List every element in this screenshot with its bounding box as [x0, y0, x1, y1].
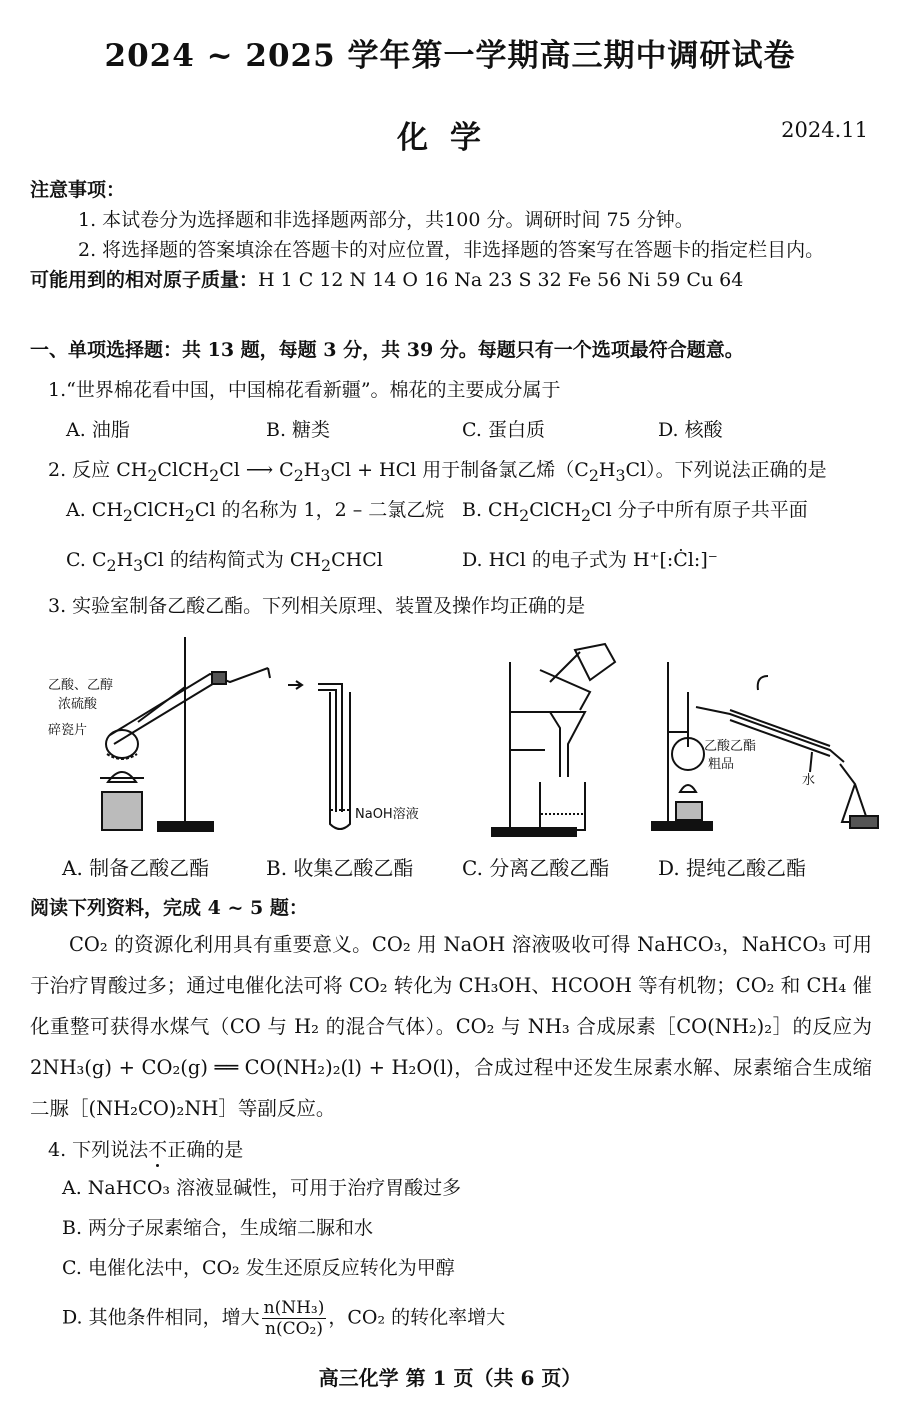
atomic-mass-label: 可能用到的相对原子质量：	[30, 269, 259, 291]
q4-option-b: B. 两分子尿素缩合，生成缩二脲和水	[62, 1217, 374, 1239]
q2-stem: 2. 反应 $CH_2ClCH_2Cl$ ⟶ $C_2H_3Cl$ + HCl 用于制备氯乙烯$(C_2H_3Cl)$。下列说法正确的是	[48, 459, 827, 485]
q1-option-c: C. 蛋白质	[462, 419, 545, 441]
q3-apparatus-figure	[40, 632, 880, 847]
q3-option-d: D. 提纯乙酸乙酯	[658, 856, 807, 880]
q4-stem: 4. 下列说法不正确的是	[48, 1139, 244, 1161]
subject-title: 化学	[397, 120, 503, 156]
apparatus-b-icon	[288, 681, 350, 829]
q2-option-c: C. $C_2H_3Cl$ 的结构简式为 $CH_2CHCl$	[66, 549, 383, 575]
q4-option-d: D. 其他条件相同，增大 $\frac{\text{n(NH₃)}}{\text{n(CO₂)}}$ ，CO₂ 的转化率增大	[62, 1298, 506, 1339]
reading-heading: 阅读下列资料，完成 4 ~ 5 题：	[30, 897, 308, 919]
exam-title: 2024 ~ 2025 学年第一学期高三期中调研试卷	[104, 38, 796, 74]
notice-item-2: 2. 将选择题的答案填涂在答题卡的对应位置，非选择题的答案写在答题卡的指定栏目内。	[78, 239, 825, 261]
q3-option-b: B. 收集乙酸乙酯	[266, 856, 414, 880]
label-water: 水	[802, 773, 816, 788]
label-crude: 乙酸乙酯	[704, 739, 757, 754]
notice-heading: 注意事项：	[30, 179, 126, 201]
q2-option-a: A. $CH_2ClCH_2Cl$ 的名称为 1，2 – 二氯乙烷	[66, 499, 445, 525]
reading-paragraph: CO₂ 的资源化利用具有重要意义。CO₂ 用 NaOH 溶液吸收可得 NaHCO₃，NaHCO₃ 可用于治疗胃酸过多；通过电催化法可将 CO₂ 转化为 CH₃OH、HCOOH 等有机物；CO₂ 和 CH₄ 催化重整可获得水煤气（CO 与 H₂ 的混合气体）。CO₂ 与 NH₃ 合成尿素［CO(NH₂)₂］的反应为 2NH₃(g) + CO₂(g) ══ CO(NH₂)₂(l) + H₂O(l)，合成过程中还发生尿素水解、尿素缩合生成缩二脲［(NH₂CO)₂NH］等副反应。	[30, 933, 872, 1120]
q3-option-a: A. 制备乙酸乙酯	[62, 856, 210, 880]
label-reagents: 乙酸、乙醇	[48, 678, 114, 693]
atomic-mass-values: H 1 C 12 N 14 O 16 Na 23 S 32 Fe 56 Ni 59 Cu 64	[258, 269, 744, 291]
label-acid: 浓硫酸	[58, 697, 98, 712]
q1-option-d: D. 核酸	[658, 419, 723, 441]
label-chips: 碎瓷片	[48, 723, 88, 738]
exam-date: 2024.11	[781, 118, 868, 142]
section-heading: 一、单项选择题：共 13 题，每题 3 分，共 39 分。每题只有一个选项最符合题意。	[30, 339, 744, 361]
q3-option-c: C. 分离乙酸乙酯	[462, 856, 610, 880]
notice-item-1: 1. 本试卷分为选择题和非选择题两部分，共100 分。调研时间 75 分钟。	[78, 209, 694, 231]
apparatus-c-icon	[492, 644, 615, 836]
q4-option-c: C. 电催化法中，CO₂ 发生还原反应转化为甲醇	[62, 1257, 455, 1279]
apparatus-a-icon	[100, 637, 270, 831]
q1-stem: 1.“世界棉花看中国，中国棉花看新疆”。棉花的主要成分属于	[48, 379, 561, 401]
q1-option-a: A. 油脂	[66, 419, 130, 441]
q3-stem: 3. 实验室制备乙酸乙酯。下列相关原理、装置及操作均正确的是	[48, 595, 586, 617]
q1-option-b: B. 糖类	[266, 419, 331, 441]
label-crude-2: 粗品	[708, 757, 735, 772]
label-naoh: NaOH溶液	[355, 807, 419, 822]
atomic-mass-line	[30, 268, 743, 292]
apparatus-d-icon	[652, 662, 878, 830]
q4-option-a: A. NaHCO₃ 溶液显碱性，可用于治疗胃酸过多	[62, 1177, 462, 1199]
q2-option-b: B. $CH_2ClCH_2Cl$ 分子中所有原子共平面	[462, 499, 808, 525]
page-footer: 高三化学 第 1 页（共 6 页）	[318, 1366, 582, 1390]
ratio-fraction: $\frac{\text{n(NH₃)}}{\text{n(CO₂)}}$	[263, 1298, 325, 1339]
emphasis-not: 不	[148, 1139, 168, 1161]
q2-option-d: D. HCl 的电子式为 H⁺[:Ċl:]⁻	[462, 549, 718, 571]
